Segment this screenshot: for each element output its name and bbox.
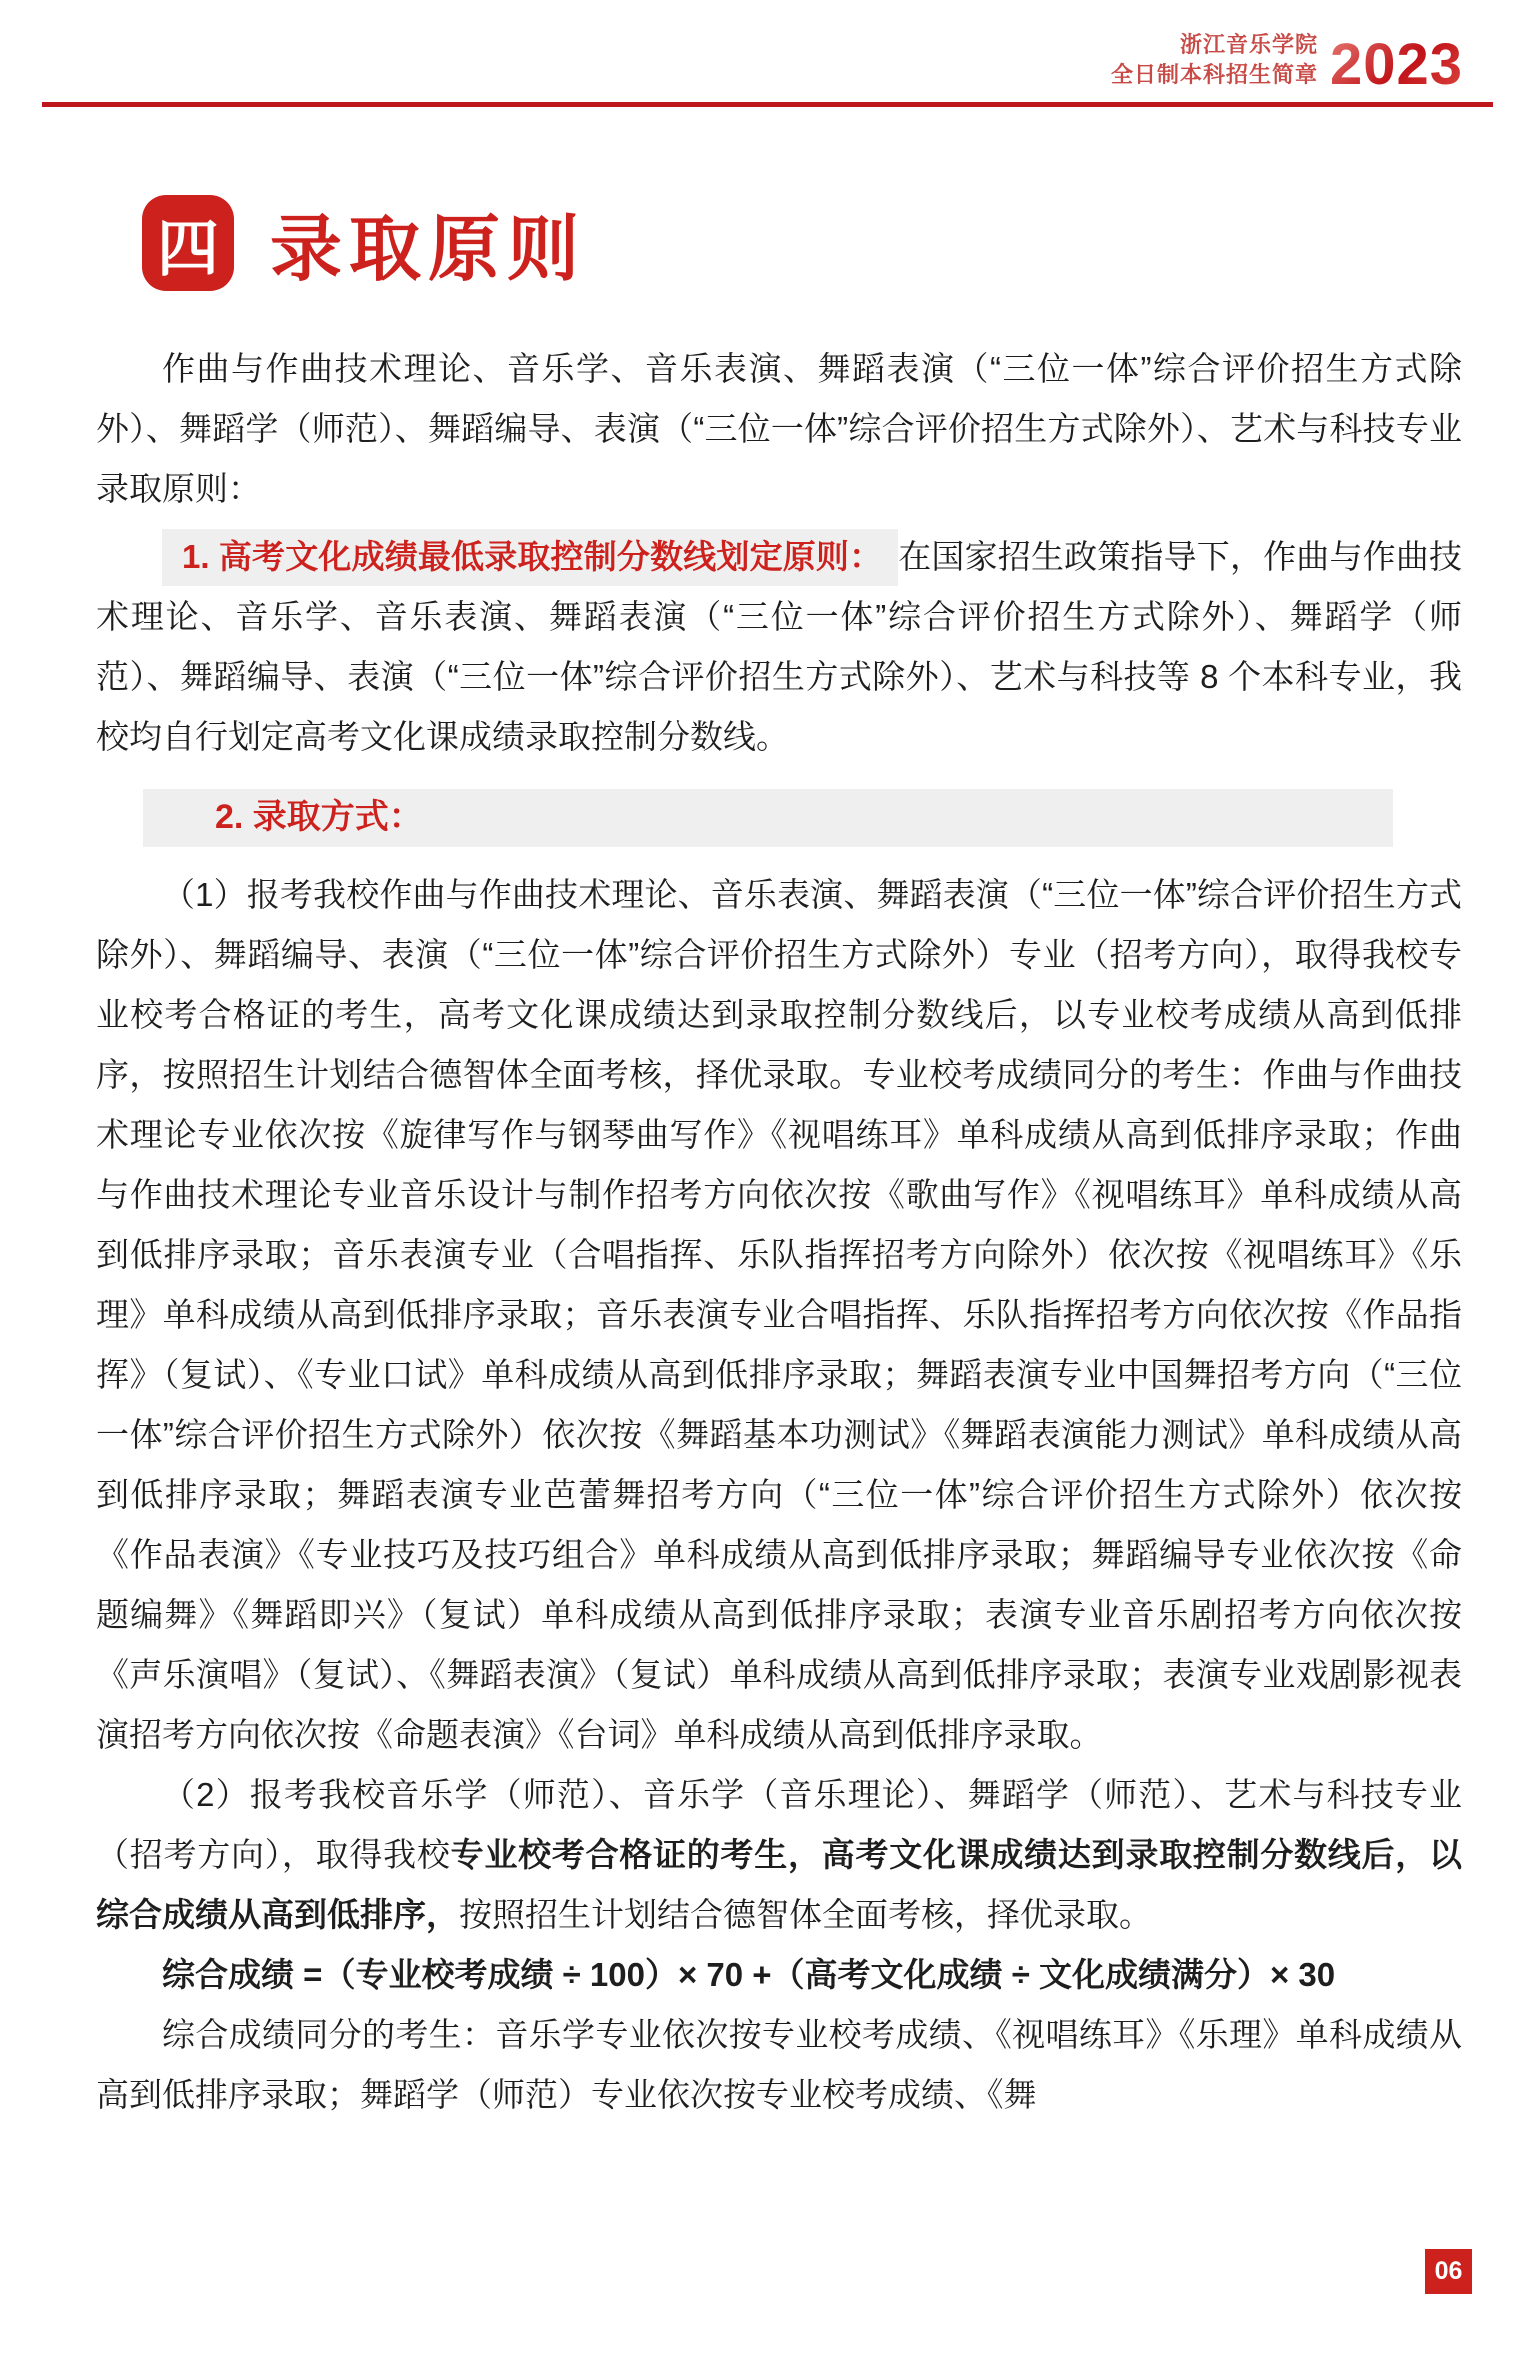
tiebreak-paragraph: 综合成绩同分的考生：音乐学专业依次按专业校考成绩、《视唱练耳》《乐理》单科成绩从高到低排序录取；舞蹈学（师范）专业依次按专业校考成绩、《舞 xyxy=(96,2016,1462,2113)
rule2-heading: 2. 录取方式： xyxy=(215,798,423,836)
formula-paragraph: 综合成绩 =（专业校考成绩 ÷ 100）× 70 +（高考文化成绩 ÷ 文化成绩满分）× 30 xyxy=(162,1956,1336,1993)
header-rule-line xyxy=(42,102,1493,107)
admission-item-1: （1）报考我校作曲与作曲技术理论、音乐表演、舞蹈表演（“三位一体”综合评价招生方式除外）、舞蹈编导、表演（“三位一体”综合评价招生方式除外）专业（招考方向），取得我校专业校考合格证的考生，高考文化课成绩达到录取控制分数线后，以专业校考成绩从高到低排序，按照招生计划结合德智体全面考核，择优录取。专业校考成绩同分的考生：作曲与作曲技术理论专业依次按《旋律写作与钢琴曲写作》《视唱练耳》单科成绩从高到低排序录取；作曲与作曲技术理论专业音乐设计与制作招考方向依次按《歌曲写作》《视唱练耳》单科成绩从高到低排序录取；音乐表演专业（合唱指挥、乐队指挥招考方向除外）依次按《视唱练耳》《乐理》单科成绩从高到低排序录取；音乐表演专业合唱指挥、乐队指挥招考方向依次按《作品指挥》（复试）、《专业口试》单科成绩从高到低排序录取；舞蹈表演专业中国舞招考方向（“三位一体”综合评价招生方式除外）依次按《舞蹈基本功测试》《舞蹈表演能力测试》单科成绩从高到低排序录取；舞蹈表演专业芭蕾舞招考方向（“三位一体”综合评价招生方式除外）依次按《作品表演》《专业技巧及技巧组合》单科成绩从高到低排序录取；舞蹈编导专业依次按《命题编舞》《舞蹈即兴》（复试）单科成绩从高到低排序录取；表演专业音乐剧招考方向依次按《声乐演唱》（复试）、《舞蹈表演》（复试）单科成绩从高到低排序录取；表演专业戏剧影视表演招考方向依次按《命题表演》《台词》单科成绩从高到低排序录取。 xyxy=(96,876,1462,1753)
org-name-block xyxy=(1111,30,1318,90)
section-title xyxy=(142,191,1462,295)
admission-item-2 xyxy=(96,1765,1462,1945)
page-number-badge: 06 xyxy=(1425,2249,1472,2294)
rule2-heading-bar xyxy=(143,789,1393,847)
rule1-heading: 1. 高考文化成绩最低录取控制分数线划定原则： xyxy=(162,529,898,586)
page-header xyxy=(0,0,1535,107)
admission-item-2-post: 按照招生计划结合德智体全面考核，择优录取。 xyxy=(459,1896,1152,1933)
rule1-paragraph xyxy=(96,527,1462,767)
admission-item-2-pre: （2）报考我校音乐学（师范）、音乐学（音乐理论）、舞蹈学（师范）、艺术与科技专业（招考方向），取得我校 xyxy=(96,1776,1462,1873)
masthead xyxy=(0,0,1535,97)
section-heading: 录取原则 xyxy=(270,206,587,291)
rule1-body: 在国家招生政策指导下，作曲与作曲技术理论、音乐学、音乐表演、舞蹈表演（“三位一体”综合评价招生方式除外）、舞蹈学（师范）、舞蹈编导、表演（“三位一体”综合评价招生方式除外）、艺术与科技等 8 个本科专业，我校均自行划定高考文化课成绩录取控制分数线。 xyxy=(96,538,1462,755)
section-number-badge: 四 xyxy=(142,195,234,291)
brochure-title: 全日制本科招生简章 xyxy=(1110,62,1318,87)
year-label: 2023 xyxy=(1329,32,1463,97)
document-body xyxy=(0,191,1535,2125)
admission-item-2-bold: 专业校考合格证的考生，高考文化课成绩达到录取控制分数线后，以综合成绩从高到低排序， xyxy=(96,1836,1463,1933)
intro-paragraph: 作曲与作曲技术理论、音乐学、音乐表演、舞蹈表演（“三位一体”综合评价招生方式除外）、舞蹈学（师范）、舞蹈编导、表演（“三位一体”综合评价招生方式除外）、艺术与科技专业录取原则： xyxy=(96,350,1462,507)
org-name: 浙江音乐学院 xyxy=(1179,32,1318,57)
